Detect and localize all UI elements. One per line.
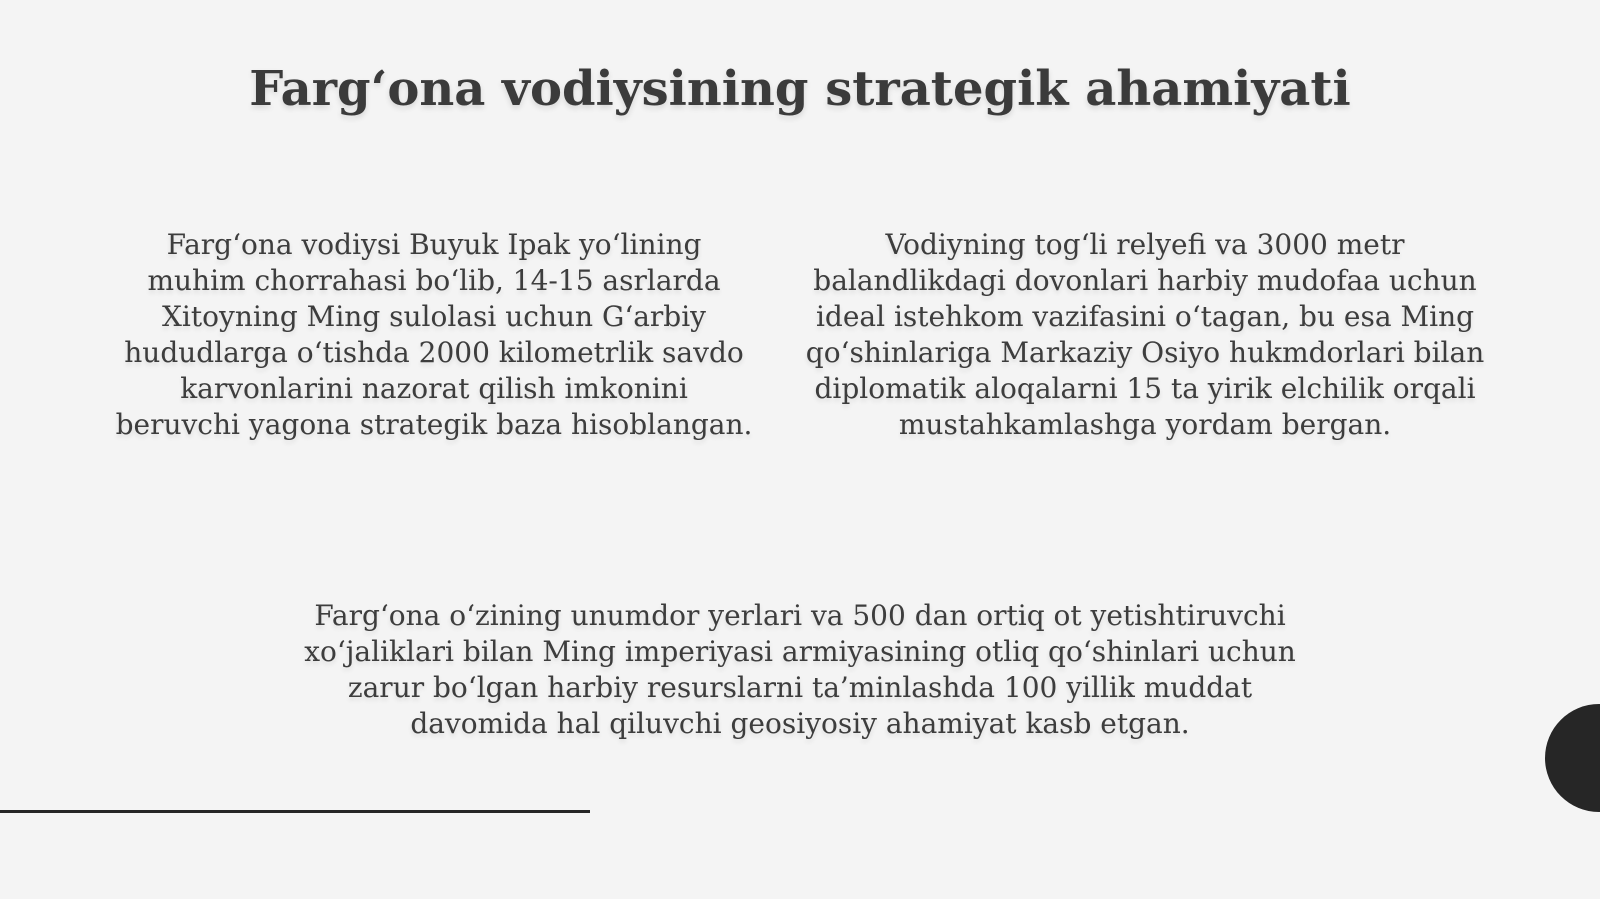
decorative-half-circle [1545, 704, 1600, 812]
decorative-divider-line [0, 810, 590, 813]
slide-title: Farg‘ona vodiysining strategik ahamiyati [249, 61, 1351, 117]
paragraph-bottom: Farg‘ona o‘zining unumdor yerlari va 500 dan ortiq ot yetishtiruvchi xo‘jaliklari bilan Ming imperiyasi armiyasining otliq qo‘shinlari uchun zarur bo‘lgan harbiy resurslarni ta’minlashda 100 yillik muddat davomida hal qiluvchi geosiyosiy ahamiyat kasb etgan. [304, 599, 1296, 740]
paragraph-left: Farg‘ona vodiysi Buyuk Ipak yo‘lining muhim chorrahasi bo‘lib, 14-15 asrlarda Xitoyning Ming sulolasi uchun G‘arbiy hududlarga o‘tishda 2000 kilometrlik savdo karvonlarini nazorat qilish imkonini beruvchi yagona strategik baza hisoblangan. [115, 228, 753, 441]
paragraph-right: Vodiyning tog‘li relyefi va 3000 metr balandlikdagi dovonlari harbiy mudofaa uchun ideal istehkom vazifasini o‘tagan, bu esa Ming qo‘shinlariga Markaziy Osiyo hukmdorlari bilan diplomatik aloqalarni 15 ta yirik elchilik orqali mustahkamlashga yordam bergan. [805, 228, 1485, 441]
